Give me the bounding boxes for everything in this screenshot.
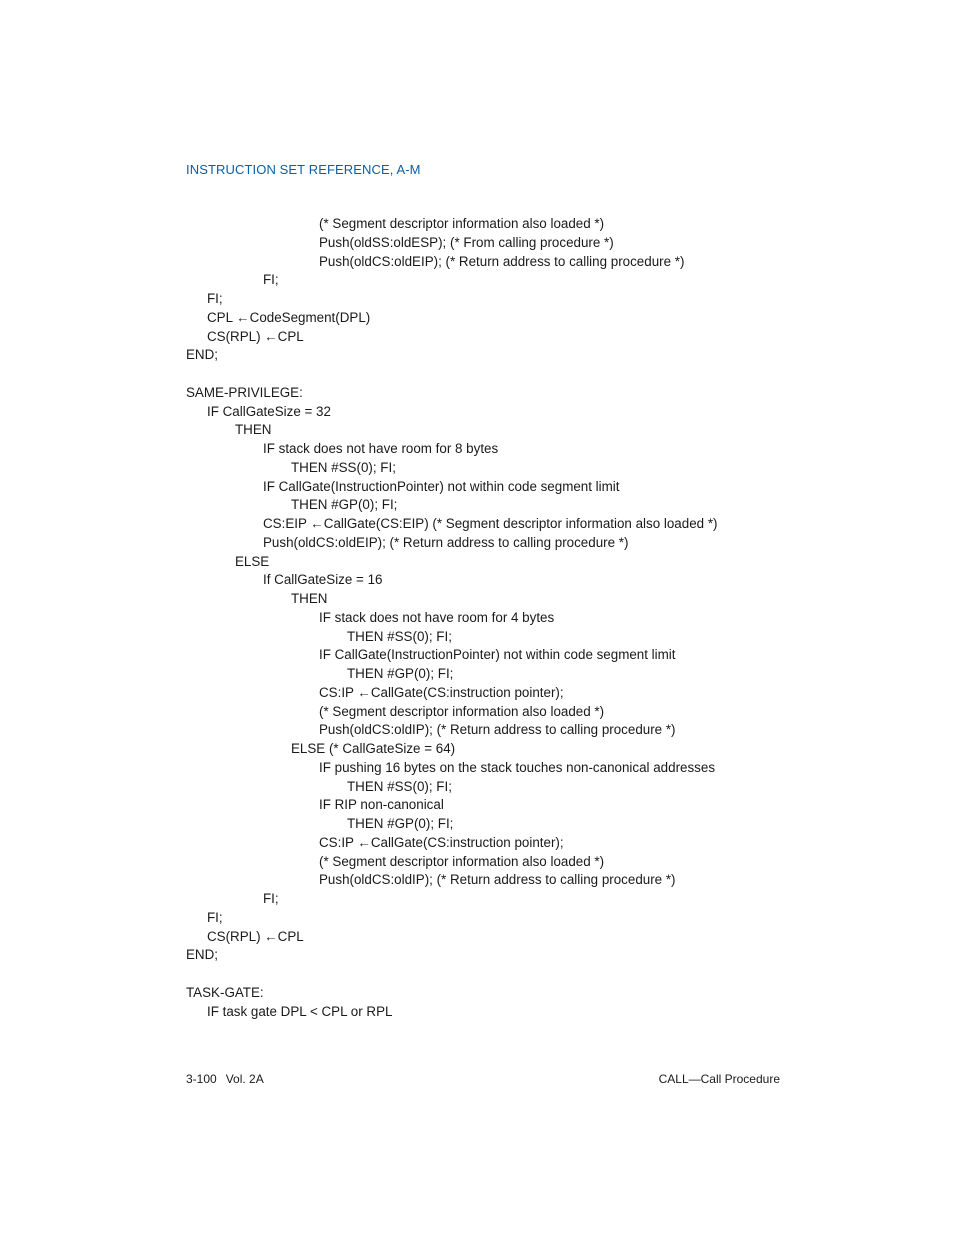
code-line: IF stack does not have room for 8 bytes [263,441,499,456]
code-line: Push(oldCS:oldIP); (* Return address to calling procedure *) [319,722,676,738]
code-line: IF pushing 16 bytes on the stack touches non-canonical addresses [319,759,716,775]
code-line: THEN [235,422,272,438]
code-line: END; [186,947,218,963]
code-line: (* Segment descriptor information also loaded *) [319,216,605,231]
code-line: IF task gate DPL < CPL or RPL [207,1003,393,1019]
pseudocode-block [186,215,786,1021]
code-line: FI; [207,291,223,306]
code-line: If CallGateSize = 16 [263,572,383,588]
code-line: CPL ←CodeSegment(DPL) [207,309,371,325]
code-line: THEN #GP(0); FI; [347,816,454,831]
code-line: IF CallGate(InstructionPointer) not within code segment limit [263,478,620,494]
code-line: FI; [263,272,279,288]
code-line: (* Segment descriptor information also loaded *) [319,853,605,869]
code-line: THEN #SS(0); FI; [347,778,452,794]
code-line: IF RIP non-canonical [319,797,444,813]
code-line: CS(RPL) ←CPL [207,928,304,944]
code-line: (* Segment descriptor information also loaded *) [319,703,605,719]
code-line: Push(oldCS:oldEIP); (* Return address to calling procedure *) [319,253,685,269]
code-line: Push(oldSS:oldESP); (* From calling procedure *) [319,234,614,250]
code-line: IF stack does not have room for 4 bytes [319,609,555,625]
code-line: END; [186,347,218,363]
code-line: ELSE (* CallGateSize = 64) [291,741,456,756]
code-line: CS:IP ←CallGate(CS:instruction pointer); [319,684,564,700]
code-line: ELSE [235,553,270,569]
code-line: THEN #SS(0); FI; [347,628,452,644]
page-number: 3-100 [186,1072,217,1086]
code-line: FI; [263,891,279,906]
code-line: THEN #SS(0); FI; [291,459,396,475]
code-line: Push(oldCS:oldIP); (* Return address to calling procedure *) [319,872,676,888]
code-line: THEN [291,591,328,606]
volume-label: Vol. 2A [225,1072,264,1086]
code-line: Push(oldCS:oldEIP); (* Return address to calling procedure *) [263,534,629,550]
code-line: CS(RPL) ←CPL [207,328,304,344]
code-line: CS:EIP ←CallGate(CS:EIP) (* Segment descriptor information also loaded *) [263,516,718,531]
blank-line [186,965,786,984]
footer-section-title: CALL—Call Procedure [658,1072,780,1086]
code-line: FI; [207,909,223,925]
blank-line [186,365,786,384]
code-line: IF CallGateSize = 32 [207,403,331,419]
code-line: THEN #GP(0); FI; [291,497,398,513]
code-line: IF CallGate(InstructionPointer) not within code segment limit [319,647,676,663]
code-line: CS:IP ←CallGate(CS:instruction pointer); [319,834,564,850]
running-header-title: INSTRUCTION SET REFERENCE, A-M [186,162,421,177]
footer-left [186,1072,264,1086]
code-line: SAME-PRIVILEGE: [186,384,303,400]
code-line: TASK-GATE: [186,984,264,1000]
code-line: THEN #GP(0); FI; [347,666,454,681]
